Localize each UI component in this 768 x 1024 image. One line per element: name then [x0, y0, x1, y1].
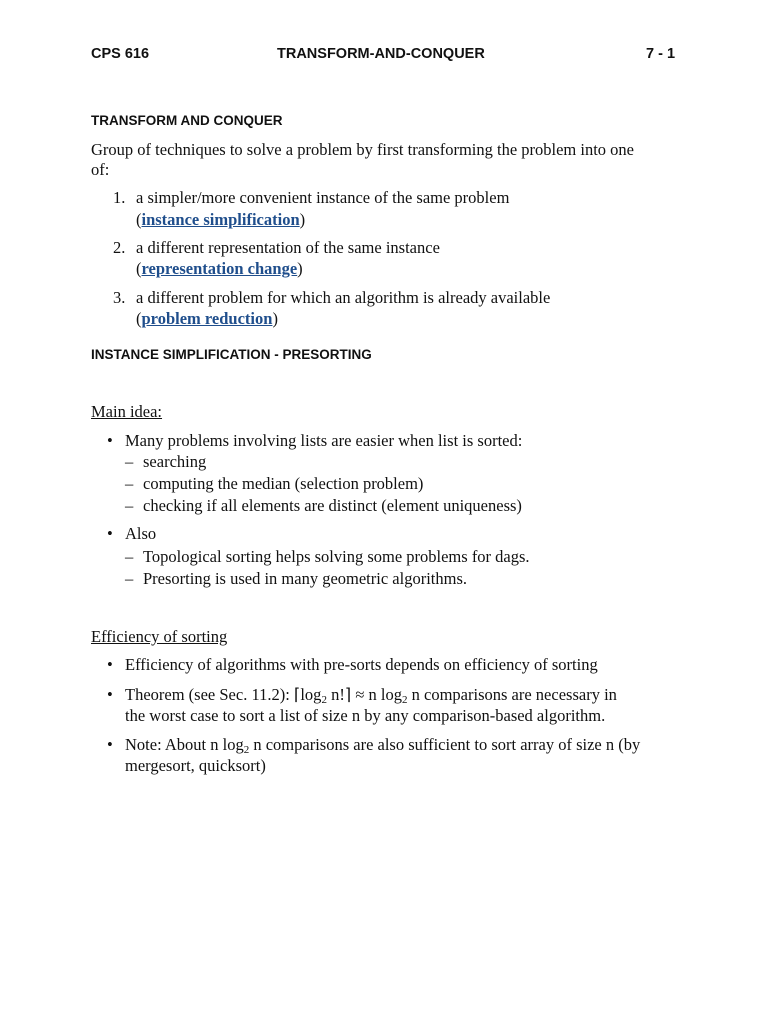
section-heading-transform: TRANSFORM AND CONQUER [91, 113, 283, 128]
list-number-3: 3. [113, 288, 126, 307]
bullet-theorem-line-2: the worst case to sort a list of size n by any comparison-based algorithm. [125, 706, 606, 725]
bullet-also: Also [125, 524, 157, 543]
sub-item-median: computing the median (selection problem) [143, 474, 424, 493]
list-number-1: 1. [113, 188, 126, 207]
dash-marker: – [125, 496, 134, 515]
sub-item-uniqueness: checking if all elements are distinct (element uniqueness) [143, 496, 522, 515]
list-item-1-link-line: (instance simplification) [136, 210, 306, 229]
problem-reduction-link[interactable]: problem reduction [141, 309, 273, 328]
bullet-efficiency: Efficiency of algorithms with pre-sorts depends on efficiency of sorting [125, 655, 598, 674]
bullet-note-line-2: mergesort, quicksort) [125, 756, 266, 775]
sub-item-geometric: Presorting is used in many geometric algorithms. [143, 569, 467, 588]
instance-simplification-link[interactable]: instance simplification [141, 210, 300, 229]
bullet-marker: • [107, 685, 113, 704]
header-page-number: 7 - 1 [646, 46, 676, 62]
bullet-lists-sorted: Many problems involving lists are easier when list is sorted: [125, 431, 523, 450]
dash-marker: – [125, 474, 134, 493]
bullet-marker: • [107, 735, 113, 754]
list-number-2: 2. [113, 238, 126, 257]
sub-item-searching: searching [143, 452, 207, 471]
bullet-note: Note: About n $\log_2 n$ comparisons are also sufficient to sort array of size n (by [125, 735, 641, 756]
header-title: TRANSFORM-AND-CONQUER [277, 46, 485, 62]
bullet-marker: • [107, 524, 113, 543]
bullet-theorem: Theorem (see Sec. 11.2): $⌈\log_2$ n!⌉ ≈ n $\log_2 n$ comparisons are necessary in [125, 685, 617, 706]
list-item-1: a simpler/more convenient instance of the same problem [136, 188, 510, 207]
bullet-marker: • [107, 431, 113, 450]
dash-marker: – [125, 452, 134, 471]
list-item-3: a different problem for which an algorithm is already available [136, 288, 551, 307]
intro-line-1: Group of techniques to solve a problem by first transforming the problem into one [91, 140, 635, 159]
header-course: CPS 616 [91, 46, 150, 62]
dash-marker: – [125, 547, 134, 566]
representation-change-link[interactable]: representation change [141, 259, 298, 278]
bullet-marker: • [107, 655, 113, 674]
intro-line-2: of: [91, 160, 110, 179]
list-item-2-link-line: (representation change) [136, 259, 303, 278]
list-item-2: a different representation of the same instance [136, 238, 440, 257]
sub-item-topological: Topological sorting helps solving some problems for dags. [143, 547, 530, 566]
efficiency-heading: Efficiency of sorting [91, 627, 228, 646]
section-heading-presorting: INSTANCE SIMPLIFICATION - PRESORTING [91, 347, 372, 362]
dash-marker: – [125, 569, 134, 588]
list-item-3-link-line: (problem reduction) [136, 309, 278, 328]
main-idea-heading: Main idea: [91, 402, 163, 421]
